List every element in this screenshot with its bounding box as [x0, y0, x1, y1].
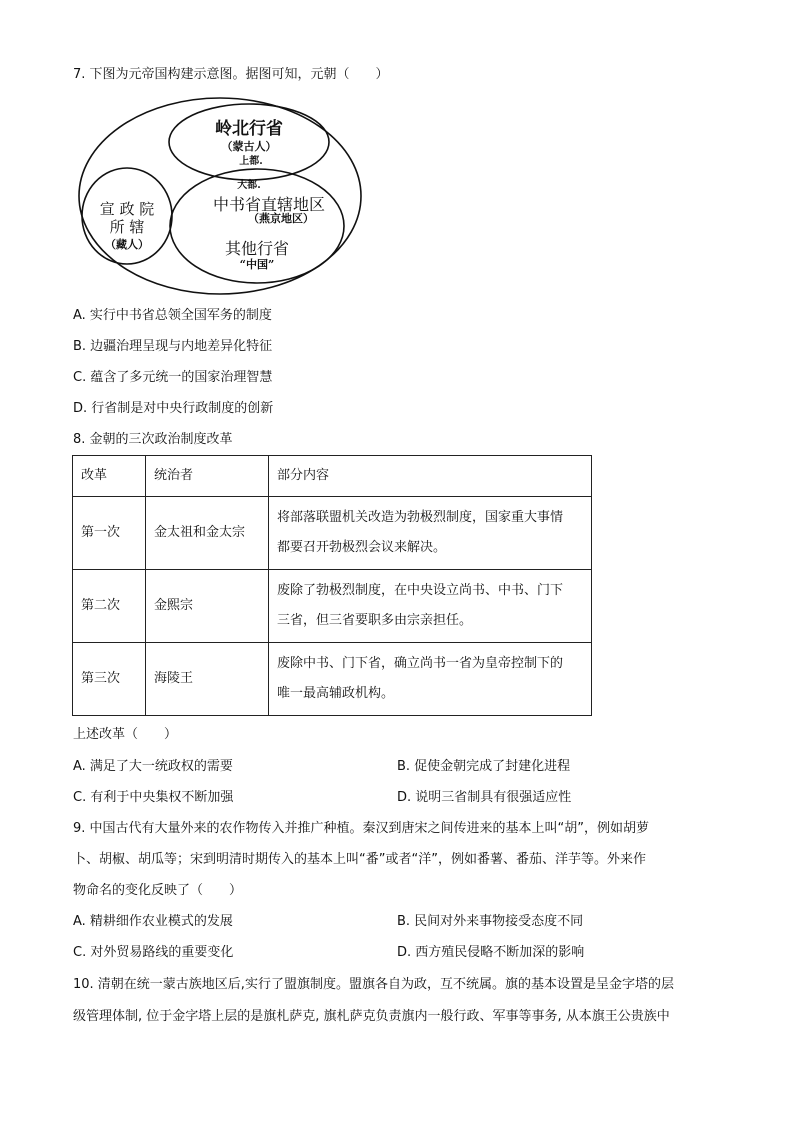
xuanzheng-title1: 宣 政 院	[99, 200, 155, 218]
row-content	[269, 497, 592, 570]
zhongshu-top: 大都.	[237, 180, 261, 191]
q9-line: 物命名的变化反映了（ ）	[73, 883, 243, 898]
row-content-line: 唯一最高辅政机构。	[277, 686, 395, 701]
q9-line: 9. 中国古代有大量外来的农作物传入并推广种植。秦汉到唐宋之间传进来的基本上叫“胡”，例如胡萝	[73, 821, 650, 836]
row-no: 第二次	[73, 570, 146, 643]
q7-option-c: C. 蕴含了多元统一的国家治理智慧	[73, 370, 273, 385]
other-provinces: 其他行省	[224, 239, 290, 258]
table-row	[73, 570, 592, 643]
q8-option-a: A. 满足了大一统政权的需要	[73, 759, 233, 774]
q7-option-a: A. 实行中书省总领全国军务的制度	[73, 308, 272, 323]
row-ruler: 金太祖和金太宗	[146, 497, 269, 570]
q8-option-d: D. 说明三省制具有很强适应性	[397, 790, 572, 805]
q9-line: 卜、胡椒、胡瓜等；宋到明清时期传入的基本上叫“番”或者“洋”，例如番薯、番茄、洋芋等。外来作	[73, 852, 646, 867]
row-content	[269, 643, 592, 716]
row-no: 第三次	[73, 643, 146, 716]
q9-option-a: A. 精耕细作农业模式的发展	[73, 914, 233, 929]
q8-after: 上述改革（ ）	[73, 727, 178, 742]
q10-line: 10. 清朝在统一蒙古族地区后,实行了盟旗制度。盟旗各自为政，互不统属。旗的基本设置是呈金字塔的层	[73, 977, 674, 992]
row-ruler: 海陵王	[146, 643, 269, 716]
table-row	[73, 643, 592, 716]
xuanzheng-sub: （藏人）	[105, 238, 149, 251]
row-content-line: 废除中书、门下省，确立尚书一省为皇帝控制下的	[277, 656, 564, 671]
row-content-line: 都要召开勃极烈会议来解决。	[277, 540, 447, 555]
reform-table	[72, 455, 592, 716]
q9-option-b: B. 民间对外来事物接受态度不同	[397, 914, 584, 929]
other-provinces-sub: “中国”	[239, 258, 275, 271]
header-ruler: 统治者	[146, 456, 269, 497]
header-reform: 改革	[73, 456, 146, 497]
lingbei-sub: （蒙古人）	[221, 140, 277, 153]
row-ruler: 金熙宗	[146, 570, 269, 643]
row-content-line: 将部落联盟机关改造为勃极烈制度，国家重大事情	[277, 510, 564, 525]
q7-option-d: D. 行省制是对中央行政制度的创新	[73, 401, 274, 416]
q7-stem: 7. 下图为元帝国构建示意图。据图可知，元朝（ ）	[73, 67, 389, 82]
q9-option-c: C. 对外贸易路线的重要变化	[73, 945, 234, 960]
xuanzheng-title2: 所 辖	[109, 218, 145, 236]
header-content: 部分内容	[269, 456, 592, 497]
lingbei-note: 上都.	[239, 156, 263, 167]
row-content-line: 三省，但三省要职多由宗亲担任。	[277, 613, 473, 628]
q9-option-d: D. 西方殖民侵略不断加深的影响	[397, 945, 585, 960]
row-content-line: 废除了勃极烈制度，在中央设立尚书、中书、门下	[277, 583, 564, 598]
q8-stem: 8. 金朝的三次政治制度改革	[73, 432, 233, 447]
table-header-row	[73, 456, 592, 497]
yuan-empire-diagram	[75, 96, 365, 296]
q8-option-b: B. 促使金朝完成了封建化进程	[397, 759, 571, 774]
q7-option-b: B. 边疆治理呈现与内地差异化特征	[73, 339, 273, 354]
q8-option-c: C. 有利于中央集权不断加强	[73, 790, 234, 805]
row-no: 第一次	[73, 497, 146, 570]
row-content	[269, 570, 592, 643]
q10-line: 级管理体制, 位于金字塔上层的是旗札萨克, 旗札萨克负责旗内一般行政、军事等事务, 从本旗王公贵族中	[73, 1009, 670, 1024]
zhongshu-sub: （燕京地区）	[248, 212, 314, 225]
lingbei-title: 岭北行省	[215, 119, 283, 139]
zhongshu-title: 中书省直辖地区	[212, 195, 326, 214]
table-row	[73, 497, 592, 570]
